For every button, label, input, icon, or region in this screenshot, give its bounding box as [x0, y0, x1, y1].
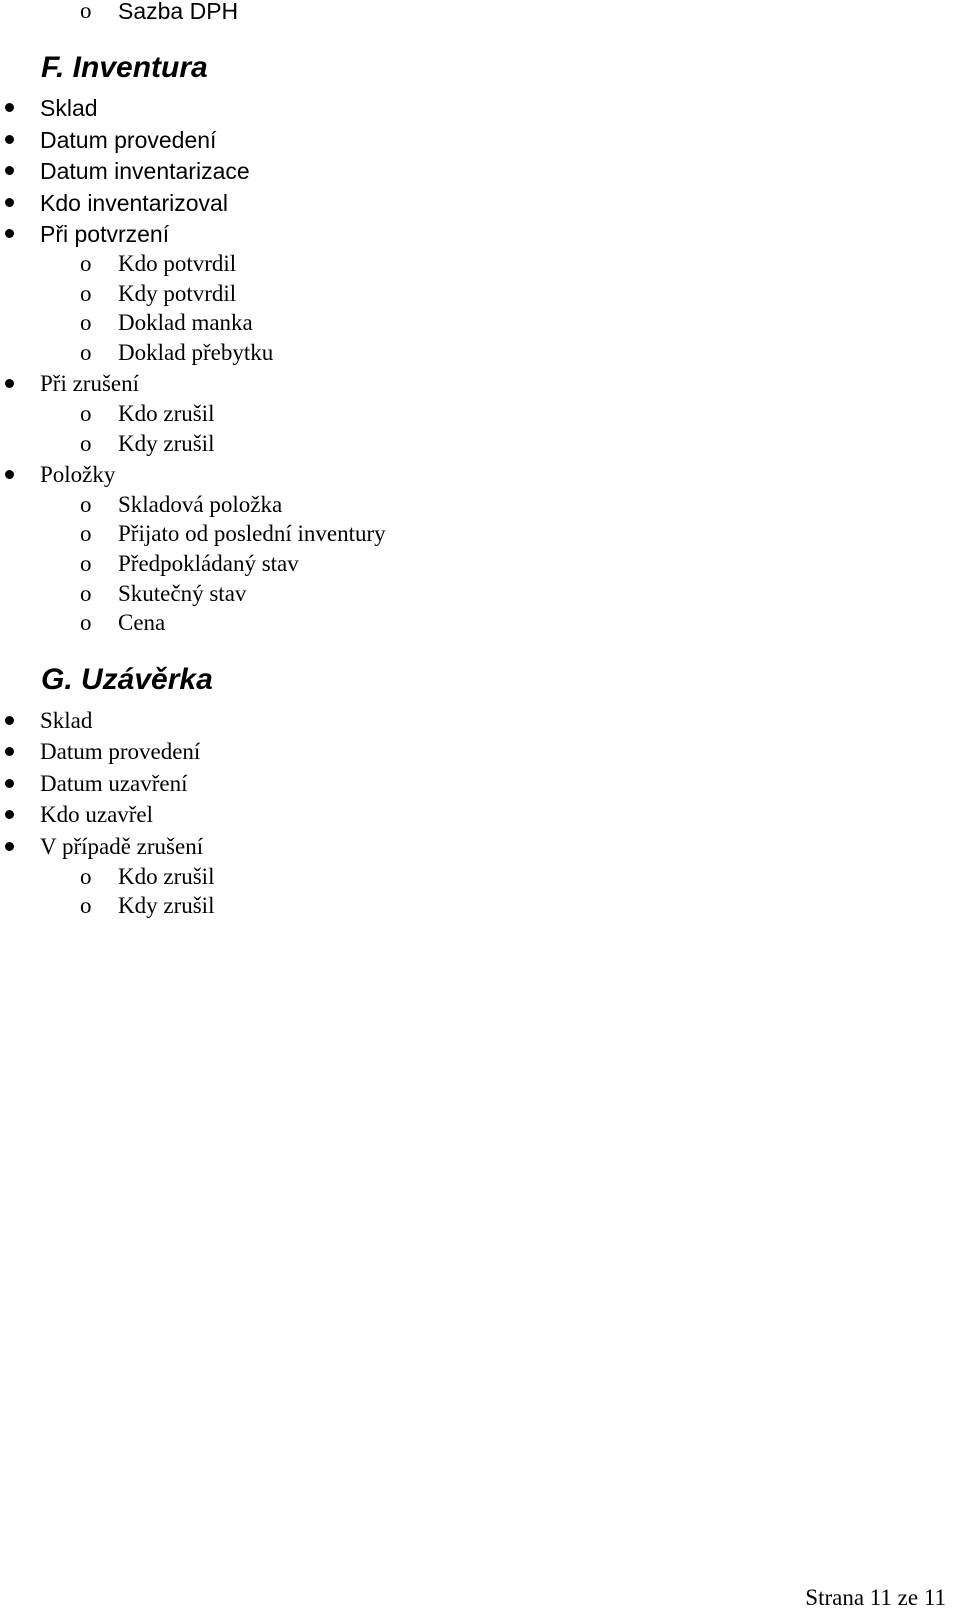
list-item: Položky: [40, 462, 116, 487]
section-heading-uzaverka: G. Uzávěrka: [41, 663, 213, 696]
list-item: Při zrušení: [40, 371, 140, 396]
bullet-icon: [5, 103, 14, 112]
list-item: Kdo uzavřel: [40, 802, 154, 827]
list-item: Datum provedení: [40, 127, 217, 153]
section-heading-inventura: F. Inventura: [41, 51, 208, 84]
bullet-icon: [5, 747, 14, 756]
sub-bullet-marker: o: [80, 340, 92, 365]
bullet-icon: [5, 810, 14, 819]
sub-bullet-marker: o: [80, 251, 92, 276]
sub-bullet-marker: o: [80, 610, 92, 635]
list-subitem: Kdy zrušil: [118, 431, 215, 456]
sub-bullet-marker: o: [80, 521, 92, 546]
sub-bullet-marker: o: [80, 0, 92, 23]
list-subitem: Kdo zrušil: [118, 864, 215, 889]
list-item: Při potvrzení: [40, 221, 170, 247]
sub-bullet-marker: o: [80, 281, 92, 306]
list-subitem: Skutečný stav: [118, 581, 247, 606]
list-item: V případě zrušení: [40, 834, 204, 859]
sub-bullet-marker: o: [80, 492, 92, 517]
page-number: Strana 11 ze 11: [805, 1585, 946, 1610]
sub-bullet-marker: o: [80, 431, 92, 456]
list-item: Sklad: [40, 708, 93, 733]
list-subitem: Doklad manka: [118, 310, 253, 335]
list-subitem: Kdo zrušil: [118, 401, 215, 426]
bullet-icon: [5, 470, 14, 479]
sub-bullet-marker: o: [80, 893, 92, 918]
sub-bullet-marker: o: [80, 401, 92, 426]
list-item: Datum provedení: [40, 739, 201, 764]
list-subitem: Kdy potvrdil: [118, 281, 237, 306]
sub-bullet-marker: o: [80, 551, 92, 576]
bullet-icon: [5, 716, 14, 725]
list-item: Sklad: [40, 95, 98, 121]
sub-bullet-marker: o: [80, 310, 92, 335]
list-subitem: Kdy zrušil: [118, 893, 215, 918]
list-item: Datum inventarizace: [40, 158, 250, 184]
bullet-icon: [5, 229, 14, 238]
bullet-icon: [5, 779, 14, 788]
list-item-sazba-dph: Sazba DPH: [118, 0, 239, 24]
list-subitem: Předpokládaný stav: [118, 551, 299, 576]
sub-bullet-marker: o: [80, 581, 92, 606]
sub-bullet-marker: o: [80, 864, 92, 889]
list-subitem: Přijato od poslední inventury: [118, 521, 386, 546]
bullet-icon: [5, 166, 14, 175]
list-subitem: Kdo potvrdil: [118, 251, 237, 276]
list-item: Datum uzavření: [40, 771, 188, 796]
bullet-icon: [5, 842, 14, 851]
list-subitem: Doklad přebytku: [118, 340, 274, 365]
bullet-icon: [5, 135, 14, 144]
bullet-icon: [5, 379, 14, 388]
list-subitem: Skladová položka: [118, 492, 283, 517]
list-subitem: Cena: [118, 610, 166, 635]
list-item: Kdo inventarizoval: [40, 190, 228, 216]
bullet-icon: [5, 198, 14, 207]
